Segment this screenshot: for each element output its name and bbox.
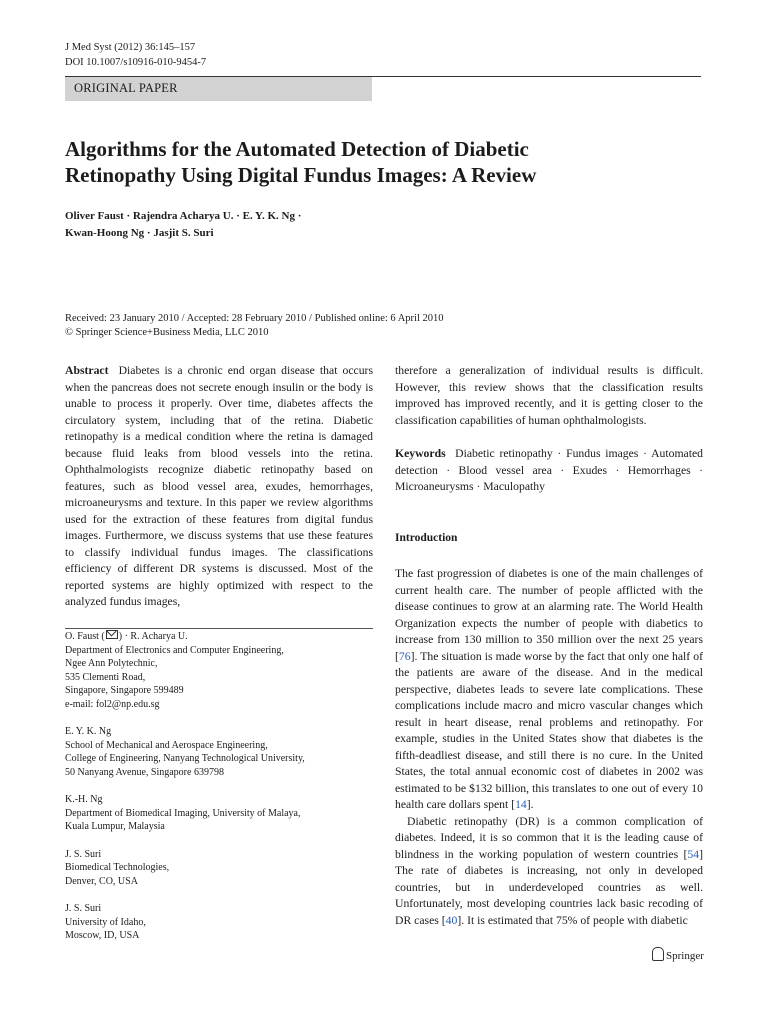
keywords-text: Diabetic retinopathy · Fundus images · Automated detection · Blood vessel area · Exudes · Hemorrhages · Microaneurysms · Maculopathy <box>395 447 703 493</box>
abstract-text: Diabetes is a chronic end organ disease that occurs when the pancreas does not secrete enough insulin or the body is unable to process it properly. Over time, diabetes affects the circulatory system, including that of the retina. Diabetic retinopathy is a medical condition where the retina is damaged because fluid leaks from blood vessels into the retina. Ophthalmologists recognize diabetic retinopathy based on features, such as blood vessel area, exudes, hemorrhages, microaneurysms and texture. In this paper we review algorithms used for the extraction of these features from digital fundus images. Furthermore, we discuss systems that use these features to classify individual fundus images. The classifications efficiency of different DR systems is discussed. Most of the reported systems are highly optimized with respect to the analyzed fundus images, <box>65 364 373 608</box>
affiliation-names: O. Faust ( ) · R. Acharya U. <box>65 631 188 642</box>
affiliation-block <box>65 902 373 943</box>
intro-paragraph: The fast progression of diabetes is one of the main challenges of current health care. The number of people afflicted with the disease continues to grow at an alarming rate. The World Health Organization expects the number of people with diabetics to increase from 130 million to 350 million over the next 25 years [76]. The situation is made worse by the fact that only one half of the patients are aware of the disease. And in the medical perspective, diabetes leads to severe late complications. These complications include macro and micro vascular changes which result in heart disease, renal problems and retinopathy. For example, studies in the United States show that diabetes is the fifth-deadliest disease, and still there is no cure. In the United States, the total annual economic cost of diabetes in 2002 was estimated to be $132 billion, this translates to one out of every 10 health care dollars spent [14]. <box>395 567 703 811</box>
author-line: Oliver Faust · Rajendra Acharya U. · E. Y. K. Ng · <box>65 210 302 222</box>
affiliation-names: E. Y. K. Ng <box>65 726 112 737</box>
section-heading-introduction: Introduction <box>395 531 458 544</box>
publisher-logo <box>652 947 704 962</box>
springer-horse-icon <box>652 947 664 961</box>
affiliation-block <box>65 793 373 834</box>
citation-link[interactable]: 54 <box>687 847 700 861</box>
affiliation-line: 535 Clementi Road, <box>65 671 146 683</box>
affiliation-line: Denver, CO, USA <box>65 875 138 887</box>
journal-citation: J Med Syst (2012) 36:145–157 <box>65 42 196 53</box>
citation-link[interactable]: 14 <box>515 798 527 811</box>
journal-meta <box>65 40 206 70</box>
title-line: Retinopathy Using Digital Fundus Images: A Review <box>65 163 537 187</box>
abstract-label: Abstract <box>65 364 109 377</box>
intro-paragraph: Diabetic retinopathy (DR) is a common complication of diabetes. Indeed, it is so common that it is the leading cause of blindness in the working population of western countries [54] The rate of diabetes is increasing, not only in developed countries, but in underdeveloped countries as well. Unfortunately, most developing countries lack basic recoding of DR cases [40]. It is estimated that 75% of people with diabetic <box>395 814 703 927</box>
section-label: ORIGINAL PAPER <box>74 81 178 95</box>
affiliation-block <box>65 630 373 711</box>
affiliation-line: Department of Electronics and Computer Engineering, <box>65 644 284 656</box>
author-list <box>65 208 301 242</box>
affiliation-line: Department of Biomedical Imaging, University of Malaya, <box>65 807 301 819</box>
affiliation-line: Biomedical Technologies, <box>65 862 170 873</box>
citation-link[interactable]: 76 <box>398 649 411 663</box>
affiliation-line: 50 Nanyang Avenue, Singapore 639798 <box>65 766 224 778</box>
affiliations <box>65 630 373 957</box>
author-line: Kwan-Hoong Ng · Jasjit S. Suri <box>65 227 214 239</box>
affiliation-line: University of Idaho, <box>65 916 146 928</box>
affiliation-names: J. S. Suri <box>65 848 102 860</box>
keywords <box>395 446 703 496</box>
title-line: Algorithms for the Automated Detection of Diabetic <box>65 137 529 161</box>
affiliation-line: Ngee Ann Polytechnic, <box>65 658 158 669</box>
section-band <box>65 77 372 101</box>
affiliation-line: Kuala Lumpur, Malaysia <box>65 821 165 832</box>
left-column <box>65 363 373 611</box>
right-column <box>395 363 703 929</box>
affiliation-line: College of Engineering, Nanyang Technological University, <box>65 753 305 764</box>
keywords-label: Keywords <box>395 447 446 460</box>
abstract-continued: therefore a generalization of individual results is difficult. However, this review shows that the classification results improved has improved recently, and it is getting closer to the classification capabilities of human ophthalmologists. <box>395 364 703 427</box>
doi: DOI 10.1007/s10916-010-9454-7 <box>65 57 207 68</box>
affiliation-names: K.-H. Ng <box>65 794 103 805</box>
affiliation-block <box>65 725 373 779</box>
citation-link[interactable]: 40 <box>445 913 458 927</box>
affiliation-email[interactable]: e-mail: fol2@np.edu.sg <box>65 698 160 710</box>
email-envelope-icon <box>106 630 118 639</box>
dates-line: Received: 23 January 2010 / Accepted: 28 February 2010 / Published online: 6 April 2010 <box>65 313 444 324</box>
abstract <box>65 363 373 611</box>
affiliation-line: School of Mechanical and Aerospace Engineering, <box>65 739 268 751</box>
affiliation-line: Moscow, ID, USA <box>65 930 140 941</box>
affiliation-names: J. S. Suri <box>65 903 102 914</box>
affiliation-block <box>65 848 373 889</box>
paper-title <box>65 136 705 188</box>
affiliation-line: Singapore, Singapore 599489 <box>65 685 184 696</box>
publication-dates <box>65 312 444 340</box>
copyright-line: © Springer Science+Business Media, LLC 2010 <box>65 327 269 338</box>
publisher-logo-text: Springer <box>666 950 704 962</box>
